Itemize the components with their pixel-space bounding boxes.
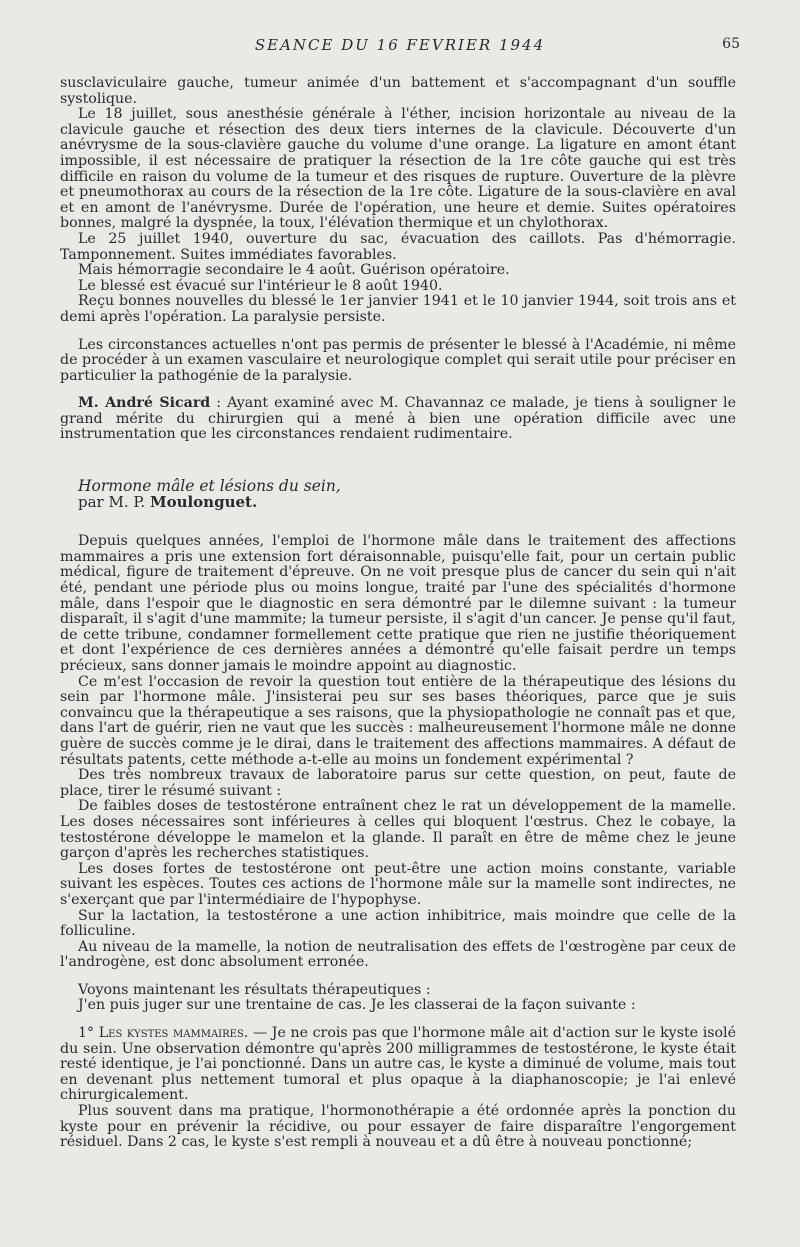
- discussion-text: : Ayant examiné avec M. Chavannaz ce malade, je tiens à souligner le grand mérite du chirurgien qui a mené à bien une opération difficile avec une instrumentation que les circonstances rendaient rudimentaire.: [60, 395, 736, 443]
- paragraph: Le 18 juillet, sous anesthésie générale à l'éther, incision horizontale au niveau de la clavicule gauche et résection des deux tiers internes de la clavicule. Découverte d'un anévrysme de la sous-clavière gauche du volume d'une orange. La ligature en amont étant impossible, il est nécessaire de pratiquer la résection de la 1re côte gauche qui est très difficile en raison du volume de la tumeur et des risques de rupture. Ouverture de la plèvre et pneumothorax au cours de la résection de la 1re côte. Ligature de la sous-clavière en aval et en amont de l'anévrysme. Durée de l'opération, une heure et demie. Suites opératoires bonnes, malgré la dyspnée, la toux, l'élévation thermique et un chylothorax.: [60, 106, 736, 232]
- paragraph: Les doses fortes de testostérone ont peut-être une action moins constante, variable suivant les espèces. Toutes ces actions de l'hormone mâle sur la mamelle sont indirectes, ne s'exerçant que par l'intermédiaire de l'hypophyse.: [60, 860, 736, 908]
- paragraph: Sur la lactation, la testostérone a une action inhibitrice, mais moindre que celle de la folliculine.: [60, 907, 736, 940]
- paragraph: Des très nombreux travaux de laboratoire parus sur cette question, on peut, faute de place, tirer le résumé suivant :: [60, 767, 736, 799]
- paragraph: susclaviculaire gauche, tumeur animée d'un battement et s'accompagnant d'un souffle systolique.: [60, 75, 736, 107]
- section-lead: 1° Les kystes mammaires.: [78, 1025, 249, 1042]
- paragraph: Les circonstances actuelles n'ont pas permis de présenter le blessé à l'Académie, ni même de procéder à un examen vasculaire et neurologique complet qui serait utile pour préciser en particulier la pathogénie de la paralysie.: [60, 336, 736, 384]
- paragraph: Depuis quelques années, l'emploi de l'hormone mâle dans le traitement des affections mammaires a pris une extension fort déraisonnable, puisqu'elle fait, pour un certain public médical, figure de traitement d'épreuve. On ne voit presque plus de cancer du sein qui n'ait été, pendant une période plus ou moins longue, traité par l'une des spécialités d'hormone mâle, dans l'espoir que le diagnostic en sera démontré par le dilemne suivant : la tumeur disparaît, il s'agit d'une mammite; la tumeur persiste, il s'agit d'un cancer. Je pense qu'il faut, de cette tribune, condamner formellement cette pratique que rien ne justifie théoriquement et dont l'expérience de ces dernières années a démontré qu'elle faisait perdre un temps précieux, sans donner jamais le moindre appoint au diagnostic.: [60, 533, 736, 674]
- page-header: [60, 36, 740, 60]
- article-byline: [60, 492, 736, 511]
- speaker-name: M. André Sicard: [78, 395, 211, 412]
- paragraph: Mais hémorragie secondaire le 4 août. Guérison opératoire.: [78, 262, 510, 279]
- section-text: — Je ne crois pas que l'hormone mâle ait d'action sur le kyste isolé du sein. Une observation démontre qu'après 200 milligrammes de testostérone, le kyste était resté identique, je l'ai ponctionné. Dans un autre cas, le kyste a diminué de volume, mais tout en devenant plus nettement tumoral et plus opaque à la diaphanoscopie; je l'ai enlevé chirurgicalement.: [60, 1025, 736, 1104]
- byline-author: Moulonguet.: [149, 492, 258, 511]
- paragraph: Voyons maintenant les résultats thérapeutiques :: [78, 981, 431, 998]
- paragraph: Reçu bonnes nouvelles du blessé le 1er janvier 1941 et le 10 janvier 1944, soit trois ans et demi après l'opération. La paralysie persiste.: [60, 293, 736, 325]
- paragraph: Plus souvent dans ma pratique, l'hormonothérapie a été ordonnée après la ponction du kyste pour en prévenir la récidive, ou pour essayer de faire disparaître l'engorgement résiduel. Dans 2 cas, le kyste s'est rempli à nouveau et a dû être à nouveau ponctionné;: [60, 1103, 736, 1151]
- running-title: SEANCE DU 16 FEVRIER 1944: [254, 36, 546, 54]
- page-number: 65: [722, 36, 740, 52]
- paragraph: [60, 1026, 736, 1104]
- paragraph: Ce m'est l'occasion de revoir la question tout entière de la thérapeutique des lésions du sein par l'hormone mâle. J'insisterai peu sur ses bases théoriques, parce que je suis convaincu que la thérapeutique a ses raisons, que la physiopathologie ne connaît pas et que, dans l'art de guérir, rien ne vaut que les succès : malheureusement l'hormone mâle ne donne guère de succès comme je le dirai, dans le traitement des affections mammaires. A défaut de résultats patents, cette méthode a-t-elle au moins un fondement expérimental ?: [60, 673, 736, 768]
- paragraph: Le blessé est évacué sur l'intérieur le 8 août 1940.: [78, 277, 443, 294]
- byline-prefix: par M. P.: [78, 492, 150, 511]
- paragraph: J'en puis juger sur une trentaine de cas. Je les classerai de la façon suivante :: [78, 997, 636, 1014]
- paragraph: Au niveau de la mamelle, la notion de neutralisation des effets de l'œstrogène par ceux de l'androgène, est donc absolument erronée.: [60, 938, 736, 971]
- paragraph: Le 25 juillet 1940, ouverture du sac, évacuation des caillots. Pas d'hémorragie. Tamponnement. Suites immédiates favorables.: [60, 230, 736, 263]
- paragraph: De faibles doses de testostérone entraînent chez le rat un développement de la mamelle. Les doses nécessaires sont inférieures à celles qui bloquent l'œstrus. Chez le cobaye, la testostérone développe le mamelon et la glande. Il paraît en être de même chez le jeune garçon d'après les recherches statistiques.: [60, 798, 736, 862]
- page-body: [60, 76, 736, 1151]
- discussion-paragraph: [60, 396, 736, 443]
- article-title: Hormone mâle et lésions du sein,: [78, 477, 341, 496]
